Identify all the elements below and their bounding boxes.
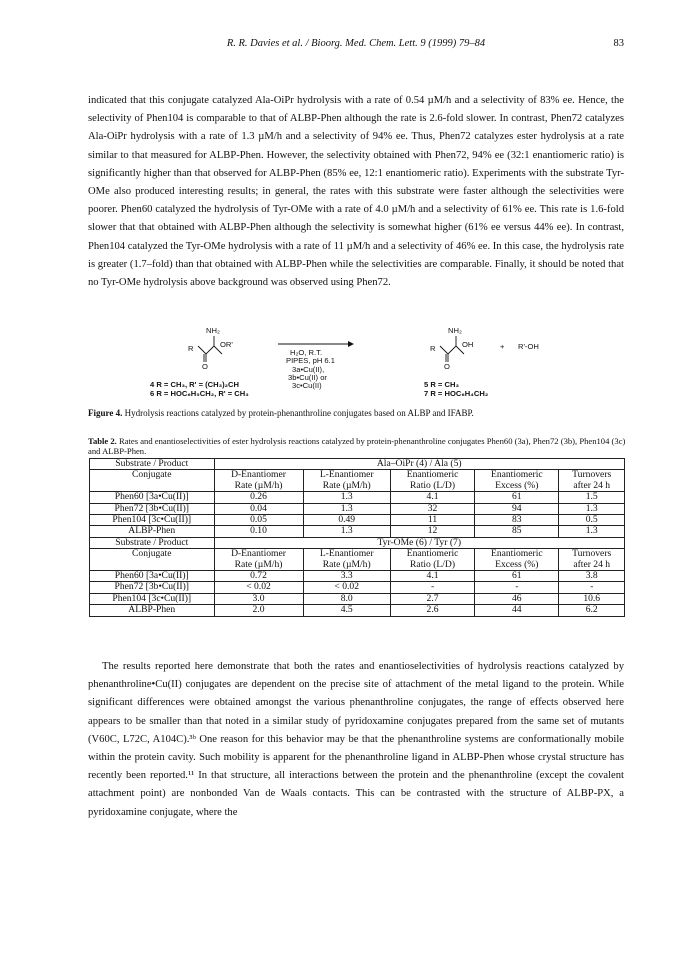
reactant-carbonyl-label: O — [202, 362, 208, 371]
d-rate-cell: 3.0 — [214, 593, 303, 604]
condition-catalyst-c: 3c•Cu(II) — [292, 381, 322, 390]
plus-sign: + — [500, 342, 505, 351]
ratio-cell: 32 — [390, 503, 474, 514]
column-header-ee-title: Enantiomeric — [490, 469, 543, 481]
conjugate-cell: Phen104 [3c•Cu(II)] — [90, 593, 215, 604]
column-header-conjugate: Conjugate — [90, 549, 215, 571]
turnovers-cell: - — [559, 582, 625, 593]
conjugate-cell: Phen72 [3b•Cu(II)] — [90, 582, 215, 593]
turnovers-cell: 1.3 — [559, 503, 625, 514]
column-header-row — [90, 549, 625, 571]
conjugate-cell: Phen72 [3b•Cu(II)] — [90, 503, 215, 514]
product-amine-label: NH₂ — [448, 326, 462, 335]
turnovers-cell: 10.6 — [559, 593, 625, 604]
table-row — [90, 515, 625, 526]
ee-cell: 61 — [475, 571, 559, 582]
substrate-product-title: Ala–OiPr (4) / Ala (5) — [214, 459, 625, 470]
running-header — [88, 38, 624, 52]
ee-cell: 94 — [475, 503, 559, 514]
ee-cell: 85 — [475, 526, 559, 537]
column-header-ee-unit: Excess (%) — [495, 558, 539, 570]
l-rate-cell: 1.3 — [303, 492, 390, 503]
reactant-amine-label: NH₂ — [206, 326, 220, 335]
substrate-product-title: Tyr-OMe (6) / Tyr (7) — [214, 537, 625, 548]
column-header-l-rate-title: L-Enantiomer — [319, 548, 374, 560]
conjugate-cell: Phen104 [3c•Cu(II)] — [90, 515, 215, 526]
column-header-turnovers-unit: after 24 h — [573, 479, 611, 491]
column-header-l-rate-unit: Rate (µM/h) — [322, 558, 371, 570]
ee-cell: 46 — [475, 593, 559, 604]
figure-caption — [88, 408, 628, 418]
l-rate-cell: 8.0 — [303, 593, 390, 604]
l-rate-cell: 0.49 — [303, 515, 390, 526]
column-header-d-rate-unit: Rate (µM/h) — [234, 558, 283, 570]
conjugate-cell: Phen60 [3a•Cu(II)] — [90, 492, 215, 503]
column-header-ratio-title: Enantiomeric — [406, 469, 459, 481]
results-table — [89, 458, 625, 617]
d-rate-cell: 0.04 — [214, 503, 303, 514]
d-rate-cell: 0.10 — [214, 526, 303, 537]
column-header-ratio-title: Enantiomeric — [406, 548, 459, 560]
column-header-d-rate-title: D-Enantiomer — [231, 548, 286, 560]
column-header-l-rate-title: L-Enantiomer — [319, 469, 374, 481]
turnovers-cell: 0.5 — [559, 515, 625, 526]
column-header-ratio — [390, 549, 474, 571]
d-rate-cell: 0.05 — [214, 515, 303, 526]
turnovers-cell: 1.5 — [559, 492, 625, 503]
ee-cell: 61 — [475, 492, 559, 503]
table-row — [90, 605, 625, 616]
column-header-d-rate-title: D-Enantiomer — [231, 469, 286, 481]
ratio-cell: 12 — [390, 526, 474, 537]
column-header-row — [90, 470, 625, 492]
body-paragraph-1: indicated that this conjugate catalyzed Ala-OiPr hydrolysis with a rate of 0.54 µM/h and a selectivity of 83% ee. Hence, the selectivity of Phen104 is comparable to that of ALBP-Phen although the rate is 2.6-fold slower. In contrast, Phen72 catalyzes Ala-OiPr hydrolysis with a rate of 1.3 µM/h and a selectivity of 94% ee. Thus, Phen72 catalyzes ester hydrolysis at a rate similar to that measured for ALBP-Phen. However, the selectivity obtained with Phen72, 94% ee (32:1 enantiomeric ratio) is significantly higher than that observed for ALBP-Phen (85% ee, 12:1 enantiomeric ratio). Experiments with the substrate Tyr-OMe also produced interesting results; in general, the rates with this substrate were faster although the selectivities were poorer. Phen60 catalyzed the hydrolysis of Tyr-OMe with a rate of 4.0 µM/h and a selectivity of 61% ee. This rate is 1.6-fold slower that that obtained with ALBP-Phen although the selectivity is somewhat higher (61% ee versus 44% ee). In contrast, Phen104 catalyzed the Tyr-OMe hydrolysis with a rate of 11 µM/h and a selectivity of 46% ee. In this case, the hydrolysis rate is greater (1.7–fold) than that obtained with ALBP-Phen while the selectivities are comparable. Finally, it should be noted that no Tyr-OMe hydrolysis above background was observed using Phen72. — [88, 95, 624, 289]
column-header-ee — [475, 549, 559, 571]
column-header-turnovers-title: Turnovers — [572, 469, 612, 481]
figure-caption-text: Hydrolysis reactions catalyzed by protein-phenanthroline conjugates based on ALBP and IFABP. — [122, 408, 474, 418]
ratio-cell: 11 — [390, 515, 474, 526]
compound-4-label: 4 R = CH₃, R' = (CH₃)₂CH — [150, 380, 239, 389]
column-header-l-rate-unit: Rate (µM/h) — [322, 479, 371, 491]
reactant-ester-label: OR' — [220, 340, 233, 349]
figure-label: Figure 4. — [88, 408, 123, 418]
table-row — [90, 526, 625, 537]
ratio-cell: 2.7 — [390, 593, 474, 604]
conjugate-cell: ALBP-Phen — [90, 526, 215, 537]
condition-catalyst-b: 3b•Cu(II) or — [288, 373, 327, 382]
section-header-row — [90, 459, 625, 470]
condition-solvent: H₂O, R.T. — [290, 348, 323, 357]
column-header-d-rate — [214, 470, 303, 492]
condition-buffer: PIPES, pH 6.1 — [286, 356, 335, 365]
table-row — [90, 503, 625, 514]
turnovers-cell: 6.2 — [559, 605, 625, 616]
page-number: 83 — [613, 38, 624, 49]
section-header-row — [90, 537, 625, 548]
running-title: R. R. Davies et al. / Bioorg. Med. Chem. Lett. 9 (1999) 79–84 — [226, 38, 486, 49]
column-header-turnovers-title: Turnovers — [572, 548, 612, 560]
d-rate-cell: 0.26 — [214, 492, 303, 503]
ee-cell: - — [475, 582, 559, 593]
l-rate-cell: 4.5 — [303, 605, 390, 616]
table-caption — [88, 436, 628, 456]
d-rate-cell: 0.72 — [214, 571, 303, 582]
conjugate-cell: Phen60 [3a•Cu(II)] — [90, 571, 215, 582]
column-header-ee — [475, 470, 559, 492]
turnovers-cell: 3.8 — [559, 571, 625, 582]
column-header-d-rate-unit: Rate (µM/h) — [234, 479, 283, 491]
table-row — [90, 582, 625, 593]
d-rate-cell: < 0.02 — [214, 582, 303, 593]
compound-5-label: 5 R = CH₃ — [424, 380, 459, 389]
reaction-scheme — [150, 322, 580, 402]
reactant-r-label: R — [188, 344, 194, 353]
column-header-ee-title: Enantiomeric — [490, 548, 543, 560]
substrate-product-header: Substrate / Product — [90, 459, 215, 470]
ratio-cell: 4.1 — [390, 571, 474, 582]
column-header-l-rate — [303, 549, 390, 571]
condition-catalyst-a: 3a•Cu(II), — [292, 365, 325, 374]
table-label: Table 2. — [88, 436, 117, 446]
body-paragraph-2: The results reported here demonstrate that both the rates and enantioselectivities of hydrolysis reactions catalyzed by phenanthroline•Cu(II) conjugates are dependent on the precise site of attachment of the metal ligand to the protein. While significant differences were obtained amongst the various phenanthroline conjugates, the range of effects observed here appears to be smaller than that noted in a similar study of pyridoxamine conjugates prepared from the same set of mutants (V60C, L72C, A104C).³ᵇ One reason for this behavior may be that the phenanthroline systems are conformationally mobile within the protein cavity. Such mobility is apparent for the phenanthroline ligand in ALBP-Phen whose crystal structure has recently been reported.¹¹ In that structure, all interactions between the protein and the phenanthroline (except the covalent attachment point) are nonbonded Van de Waals contacts. This can be contrasted with the structure of ALBP-PX, a pyridoxamine conjugate, where the — [88, 661, 624, 818]
product-acid-label: OH — [462, 340, 474, 349]
ratio-cell: - — [390, 582, 474, 593]
ratio-cell: 4.1 — [390, 492, 474, 503]
results-table-body — [90, 459, 625, 617]
l-rate-cell: 1.3 — [303, 503, 390, 514]
byproduct-alcohol: R'-OH — [518, 342, 539, 351]
turnovers-cell: 1.3 — [559, 526, 625, 537]
product-carbonyl-label: O — [444, 362, 450, 371]
column-header-ratio — [390, 470, 474, 492]
product-r-label: R — [430, 344, 436, 353]
column-header-ratio-unit: Ratio (L/D) — [410, 479, 456, 491]
table-caption-text: Rates and enantioselectivities of ester hydrolysis reactions catalyzed by protein-phenanthroline conjugates Phen60 (3a), Phen72 (3b), Phen104 (3c) and ALBP-Phen. — [88, 436, 626, 456]
compound-7-label: 7 R = HOC₆H₄CH₂ — [424, 389, 489, 398]
l-rate-cell: < 0.02 — [303, 582, 390, 593]
table-row — [90, 593, 625, 604]
substrate-product-header: Substrate / Product — [90, 537, 215, 548]
column-header-turnovers-unit: after 24 h — [573, 558, 611, 570]
ee-cell: 83 — [475, 515, 559, 526]
column-header-l-rate — [303, 470, 390, 492]
column-header-conjugate: Conjugate — [90, 470, 215, 492]
l-rate-cell: 1.3 — [303, 526, 390, 537]
column-header-turnovers — [559, 549, 625, 571]
d-rate-cell: 2.0 — [214, 605, 303, 616]
l-rate-cell: 3.3 — [303, 571, 390, 582]
column-header-d-rate — [214, 549, 303, 571]
ratio-cell: 2.6 — [390, 605, 474, 616]
table-row — [90, 492, 625, 503]
column-header-ratio-unit: Ratio (L/D) — [410, 558, 456, 570]
conjugate-cell: ALBP-Phen — [90, 605, 215, 616]
table-row — [90, 571, 625, 582]
compound-6-label: 6 R = HOC₆H₅CH₂, R' = CH₃ — [150, 389, 249, 398]
column-header-ee-unit: Excess (%) — [495, 479, 539, 491]
ee-cell: 44 — [475, 605, 559, 616]
column-header-turnovers — [559, 470, 625, 492]
